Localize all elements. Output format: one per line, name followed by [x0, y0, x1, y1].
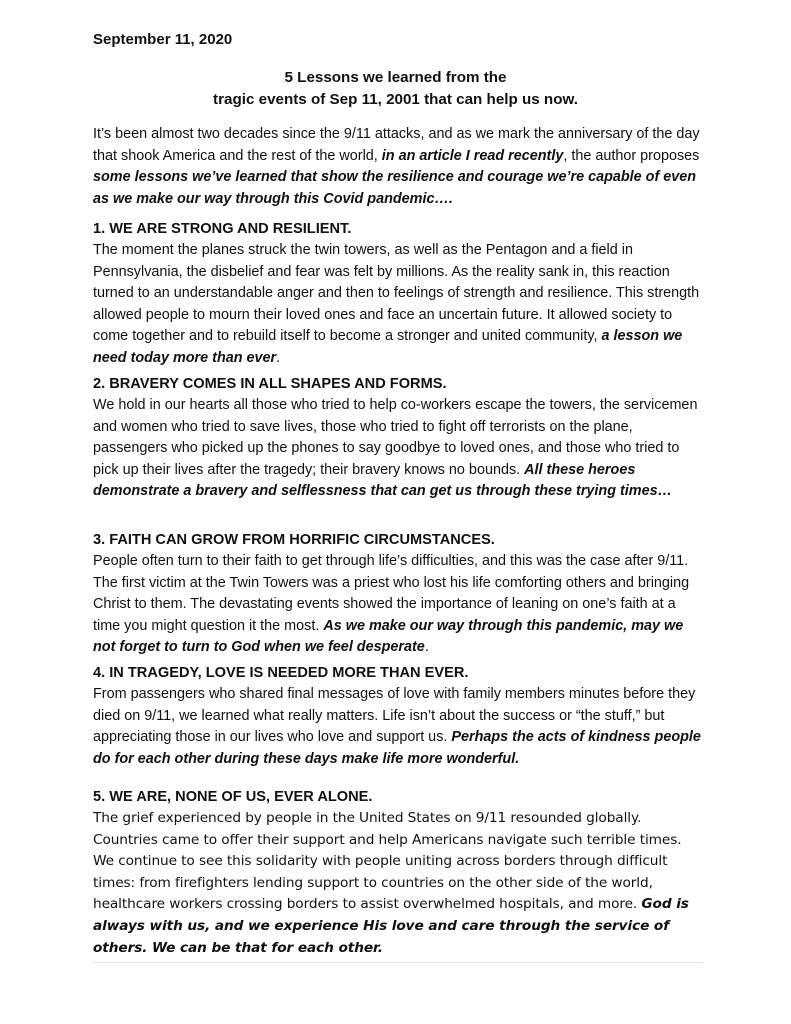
section-1-tail: . — [276, 349, 281, 366]
section-3-emphasis: As we make our way through this pandemic, may we not forget to turn to God when we feel desperate — [93, 617, 684, 656]
section-2-text: We hold in our hearts all those who tried to help co-workers escape the towers, the servicemen and women who tried to save lives, those who tried to fight off terrorists on the plane, passengers who picked up the phones to say goodbye to loved ones, and those who tried to pick up their lives after the tragedy; their bravery knows no bounds. — [93, 397, 698, 478]
section-5 — [93, 787, 703, 959]
section-4-text: From passengers who shared final messages of love with family members minutes before they died on 9/11, we learned what really matters. Life isn’t about the success or “the stuff,” but appreciating those in our lives who love and support us. — [93, 686, 696, 746]
section-1-text: The moment the planes struck the twin towers, as well as the Pentagon and a field in Pennsylvania, the disbelief and fear was felt by millions. As the reality sank in, this reaction turned to an understandable anger and then to feelings of strength and resilience. This strength allowed people to mourn their loved ones and face an uncertain future. It allowed society to come together and to rebuild itself to become a stronger and united community, — [93, 242, 700, 345]
title-line-1: 5 Lessons we learned from the — [284, 69, 507, 86]
section-1-emphasis: a lesson we need today more than ever — [93, 328, 683, 366]
document-title — [93, 67, 698, 111]
document-date: September 11, 2020 — [93, 31, 233, 48]
section-5-emphasis: God is always with us, and we experience His love and care through the service of others. We can be that for each other. — [93, 896, 689, 956]
section-3-tail: . — [424, 639, 429, 656]
intro-text: It’s been almost two decades since the 9/11 attacks, and as we mark the anniversary of the day that shook America and the rest of the world, — [93, 126, 700, 164]
section-5-paragraph — [93, 808, 703, 959]
section-4-paragraph — [93, 684, 703, 770]
section-1-paragraph — [93, 240, 703, 370]
title-line-2: tragic events of Sep 11, 2001 that can help us now. — [213, 91, 578, 108]
section-3-text: People often turn to their faith to get through life’s difficulties, and this was the case after 9/11. The first victim at the Twin Towers was a priest who lost his life comforting others and bringing Christ to them. The devastating events showed the importance of leaning on one’s faith at a time you might question it the most. — [93, 553, 690, 634]
section-4-heading: 4. IN TRAGEDY, LOVE IS NEEDED MORE THAN EVER. — [93, 665, 469, 681]
section-3-paragraph — [93, 551, 703, 659]
intro-emphasis-lessons: some lessons we’ve learned that show the resilience and courage we’re capable of even as we make our way through this Covid pandemic…. — [93, 169, 697, 207]
section-3-heading: 3. FAITH CAN GROW FROM HORRIFIC CIRCUMSTANCES. — [93, 532, 495, 548]
section-3 — [93, 530, 703, 659]
intro-emphasis-article: in an article I read recently — [381, 147, 564, 164]
section-4 — [93, 663, 703, 770]
section-2-emphasis: All these heroes demonstrate a bravery and selflessness that can get us through these trying times… — [93, 461, 672, 500]
section-5-text: The grief experienced by people in the United States on 9/11 resounded globally. Countries came to offer their support and help Americans navigate such terrible times. We continue to see this solidarity with people uniting across borders through difficult times: from firefighters lending support to countries on the other side of the world, healthcare workers crossing borders to assist overwhelmed hospitals, and more. — [93, 810, 682, 913]
section-4-emphasis: Perhaps the acts of kindness people do for each other during these days make life more wonderful. — [93, 729, 701, 767]
section-2-heading: 2. BRAVERY COMES IN ALL SHAPES AND FORMS. — [93, 376, 447, 392]
section-5-heading: 5. WE ARE, NONE OF US, EVER ALONE. — [93, 789, 373, 805]
section-2 — [93, 374, 703, 503]
section-2-paragraph — [93, 395, 703, 503]
intro-paragraph — [93, 124, 703, 210]
section-1-heading: 1. WE ARE STRONG AND RESILIENT. — [93, 221, 352, 237]
bottom-divider — [93, 962, 703, 963]
section-1 — [93, 219, 703, 370]
intro-text-mid: , the author proposes — [563, 147, 700, 164]
